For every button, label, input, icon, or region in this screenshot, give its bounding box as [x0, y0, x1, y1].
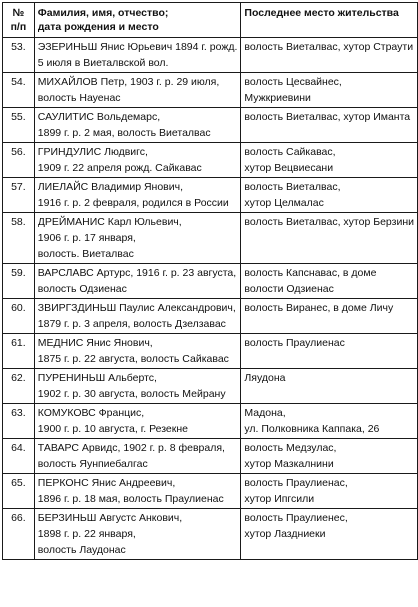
person-cell — [34, 404, 241, 439]
table-row — [3, 178, 418, 213]
table-row — [3, 509, 418, 560]
person-line: 1902 г. р. 30 августа, волость Мейрану — [37, 388, 226, 400]
person-line: 1899 г. р. 2 мая, волость Виеталвас — [37, 127, 211, 139]
table-row — [3, 439, 418, 474]
person-line: волость. Виеталвас — [37, 248, 134, 260]
person-line: 1898 г. р. 22 января, — [37, 528, 136, 540]
person-line: ЗВИРГЗДИНЬШ Паулис Александрович, — [37, 302, 236, 314]
person-cell — [34, 73, 241, 108]
person-cell — [34, 213, 241, 264]
row-number: 54. — [3, 73, 35, 108]
residence-cell — [241, 369, 418, 404]
person-line: КОМУКОВС Францис, — [37, 407, 145, 419]
residence-cell — [241, 509, 418, 560]
table-row — [3, 264, 418, 299]
person-line: волость Науенас — [37, 92, 121, 104]
person-line: 1875 г. р. 22 августа, волость Сайкавас — [37, 353, 229, 365]
person-line: 1916 г. р. 2 февраля, родился в России — [37, 197, 229, 209]
table-row — [3, 38, 418, 73]
person-line: БЕРЗИНЬШ Августс Анкович, — [37, 512, 183, 524]
row-number: 62. — [3, 369, 35, 404]
person-cell — [34, 143, 241, 178]
header-residence-line: Последнее место жительства — [244, 7, 399, 19]
person-line: 1906 г. р. 17 января, — [37, 232, 136, 244]
person-cell — [34, 439, 241, 474]
person-line: 1879 г. р. 3 апреля, волость Дзелзавас — [37, 318, 226, 330]
person-cell — [34, 369, 241, 404]
row-number: 60. — [3, 299, 35, 334]
table-row — [3, 404, 418, 439]
residence-line: волость Праулиенас — [244, 337, 345, 349]
residence-cell — [241, 178, 418, 213]
row-number: 63. — [3, 404, 35, 439]
table-row — [3, 213, 418, 264]
person-cell — [34, 474, 241, 509]
residence-line: хутор Целмалас — [244, 197, 324, 209]
residence-cell — [241, 73, 418, 108]
document-page — [2, 2, 418, 560]
residence-line: хутор Вецвиесани — [244, 162, 334, 174]
residence-line: хутор Лаздниеки — [244, 528, 326, 540]
person-line: ПЕРКОНС Янис Андреевич, — [37, 477, 176, 489]
row-number: 59. — [3, 264, 35, 299]
residence-line: волость Цесвайнес, — [244, 76, 342, 88]
header-number-line: п/п — [10, 21, 27, 33]
person-line: ДРЕЙМАНИС Карл Юльевич, — [37, 216, 182, 228]
row-number: 64. — [3, 439, 35, 474]
person-cell — [34, 299, 241, 334]
residence-cell — [241, 264, 418, 299]
residence-line: хутор Мазкалнини — [244, 458, 334, 470]
table-body — [3, 38, 418, 560]
residence-line: Мужкриевини — [244, 92, 311, 104]
person-line: волость Яунпиебалгас — [37, 458, 148, 470]
table-row — [3, 299, 418, 334]
row-number: 55. — [3, 108, 35, 143]
victims-table — [2, 2, 418, 560]
residence-line: ул. Полковника Каппака, 26 — [244, 423, 380, 435]
table-row — [3, 334, 418, 369]
row-number: 57. — [3, 178, 35, 213]
residence-cell — [241, 334, 418, 369]
person-cell — [34, 264, 241, 299]
header-residence — [241, 3, 418, 38]
residence-line: волость Виеталвас, хутор Берзини — [244, 216, 414, 228]
person-line: ПУРЕНИНЬШ Альбертс, — [37, 372, 157, 384]
row-number: 66. — [3, 509, 35, 560]
residence-cell — [241, 474, 418, 509]
person-line: 5 июля в Виеталвской вол. — [37, 57, 169, 69]
header-name-line: дата рождения и место — [37, 21, 159, 33]
residence-cell — [241, 143, 418, 178]
person-line: МИХАЙЛОВ Петр, 1903 г. р. 29 июля, — [37, 76, 220, 88]
residence-line: волость Праулиенес, — [244, 512, 348, 524]
table-row — [3, 474, 418, 509]
header-number — [3, 3, 35, 38]
residence-line: Мадона, — [244, 407, 286, 419]
person-line: ЛИЕЛАЙС Владимир Янович, — [37, 181, 184, 193]
row-number: 56. — [3, 143, 35, 178]
person-cell — [34, 509, 241, 560]
person-line: волость Одзиенас — [37, 283, 127, 295]
row-number: 58. — [3, 213, 35, 264]
person-line: 1900 г. р. 10 августа, г. Резекне — [37, 423, 188, 435]
residence-cell — [241, 404, 418, 439]
row-number: 61. — [3, 334, 35, 369]
person-line: 1909 г. 22 апреля рожд. Сайкавас — [37, 162, 202, 174]
residence-cell — [241, 299, 418, 334]
residence-cell — [241, 38, 418, 73]
person-line: ВАРСЛАВС Артурс, 1916 г. р. 23 августа, — [37, 267, 237, 279]
row-number: 65. — [3, 474, 35, 509]
person-line: 1896 г. р. 18 мая, волость Праулиенас — [37, 493, 224, 505]
person-cell — [34, 108, 241, 143]
person-cell — [34, 334, 241, 369]
residence-line: волость Медзулас, — [244, 442, 337, 454]
residence-line: волости Одзиенас — [244, 283, 334, 295]
table-row — [3, 143, 418, 178]
residence-line: Ляудона — [244, 372, 286, 384]
residence-cell — [241, 439, 418, 474]
row-number: 53. — [3, 38, 35, 73]
person-line: САУЛИТИС Вольдемарс, — [37, 111, 161, 123]
residence-cell — [241, 213, 418, 264]
header-name — [34, 3, 241, 38]
residence-line: волость Виеталвас, хутор Иманта — [244, 111, 411, 123]
person-line: МЕДНИС Янис Янович, — [37, 337, 153, 349]
header-name-line: Фамилия, имя, отчество; — [37, 7, 169, 19]
residence-line: волость Виеталвас, хутор Страути — [244, 41, 414, 53]
person-line: волость Лаудонас — [37, 544, 126, 556]
person-cell — [34, 178, 241, 213]
person-line: ТАВАРС Арвидс, 1902 г. р. 8 февраля, — [37, 442, 225, 454]
table-header-row — [3, 3, 418, 38]
table-row — [3, 369, 418, 404]
person-line: ГРИНДУЛИС Людвигс, — [37, 146, 148, 158]
residence-line: хутор Ипгсили — [244, 493, 315, 505]
residence-cell — [241, 108, 418, 143]
residence-line: волость Виеталвас, — [244, 181, 341, 193]
person-cell — [34, 38, 241, 73]
header-number-line: № — [12, 7, 25, 19]
table-row — [3, 108, 418, 143]
table-row — [3, 73, 418, 108]
residence-line: волость Виранес, в доме Личу — [244, 302, 394, 314]
person-line: ЭЗЕРИНЬШ Янис Юрьевич 1894 г. рожд. — [37, 41, 238, 53]
residence-line: волость Капснавас, в доме — [244, 267, 377, 279]
residence-line: волость Праулиенас, — [244, 477, 348, 489]
residence-line: волость Сайкавас, — [244, 146, 336, 158]
